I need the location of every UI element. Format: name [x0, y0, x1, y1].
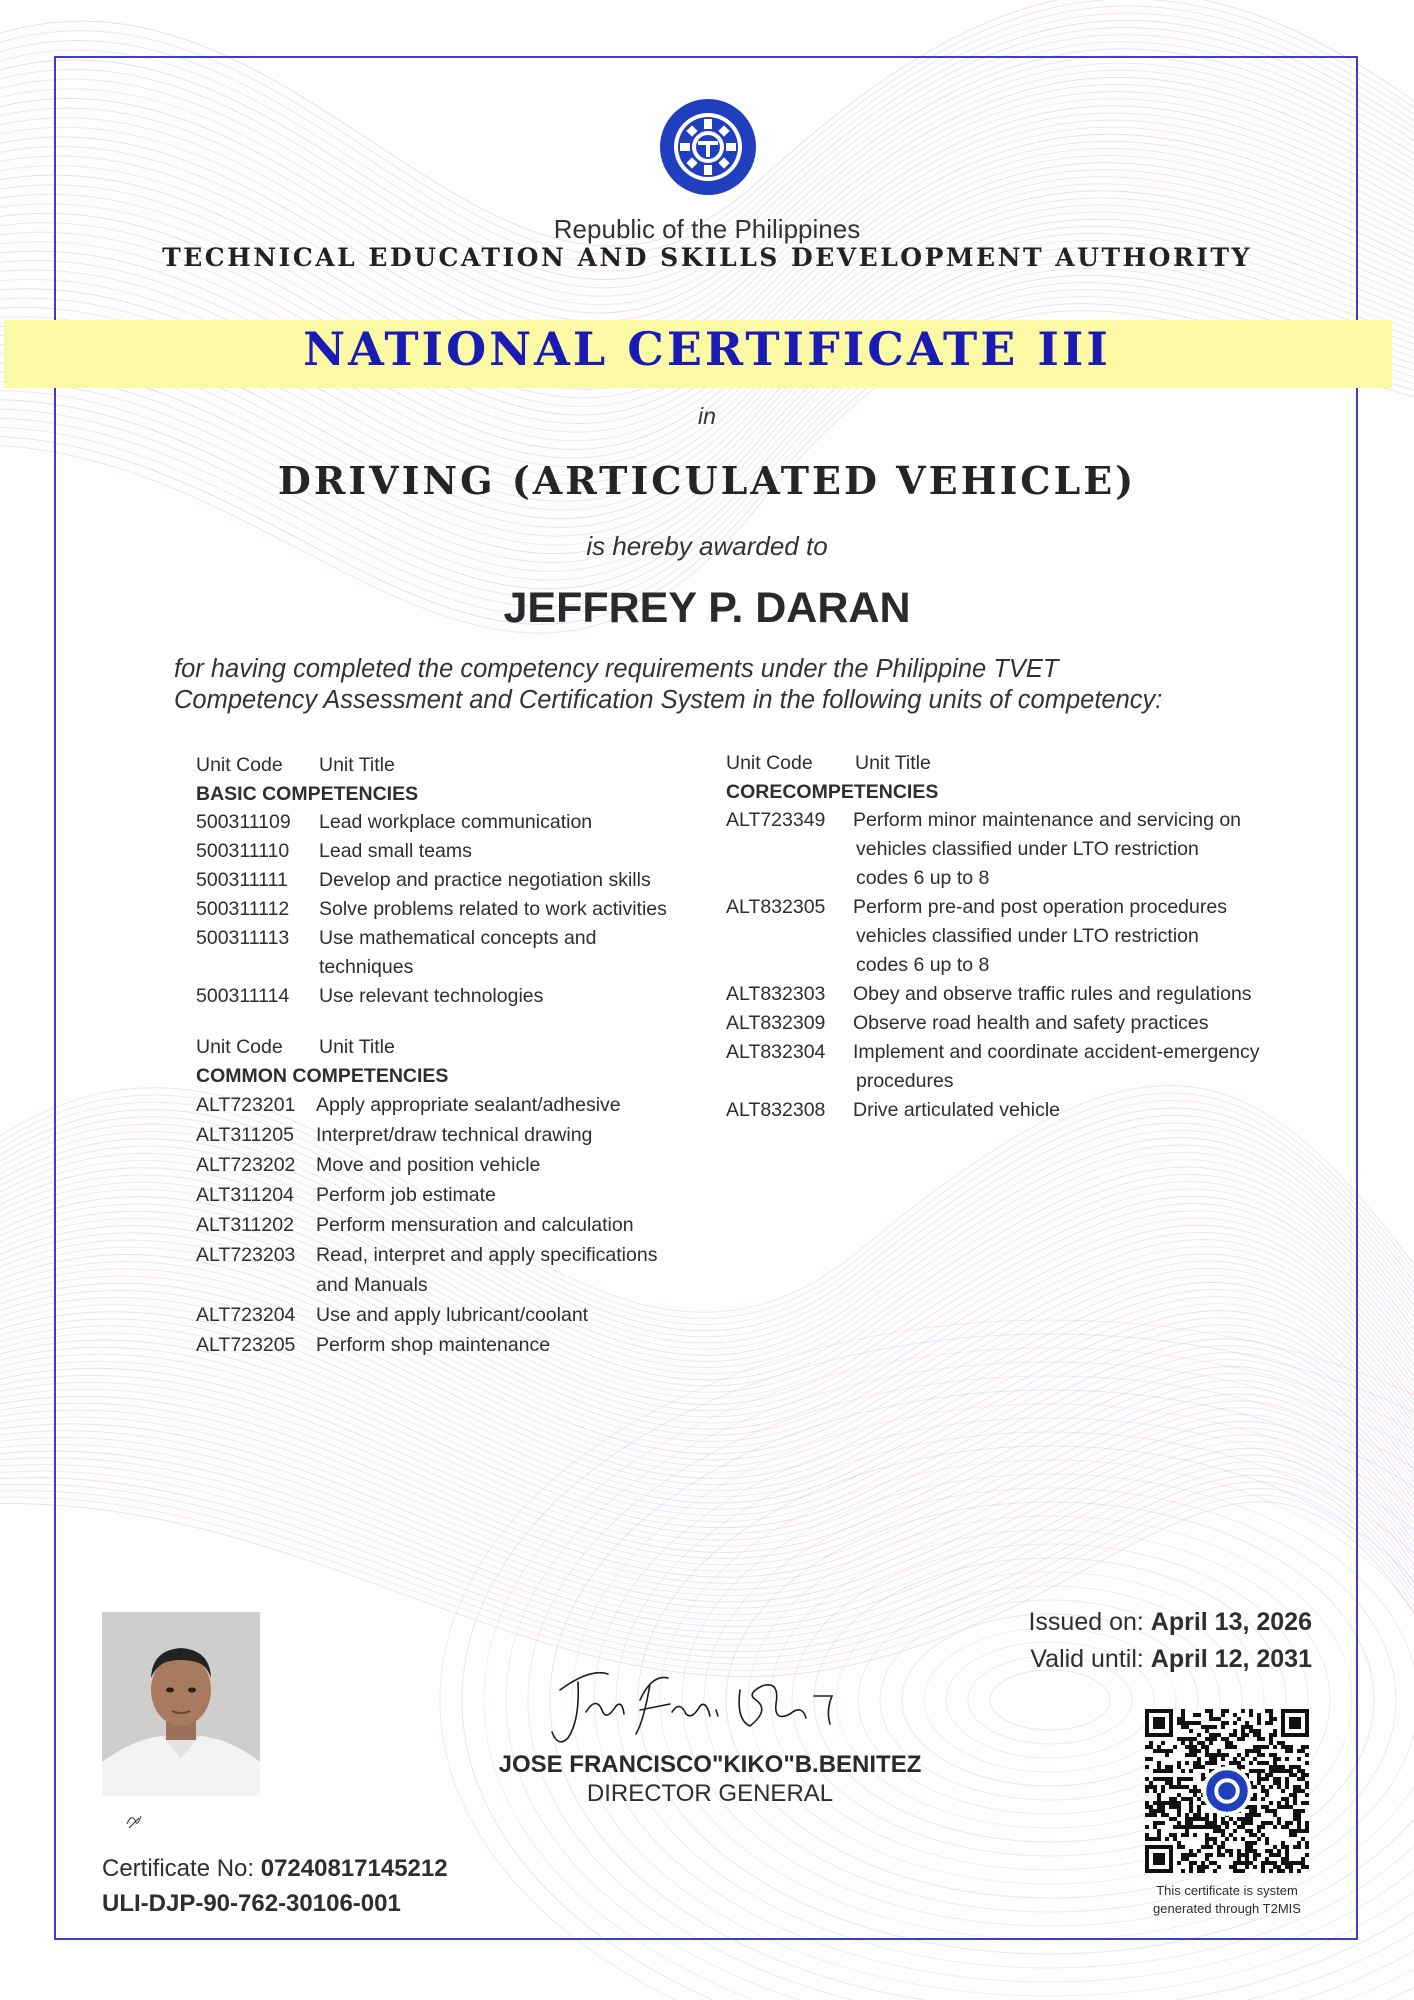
unit-title: Interpret/draw technical drawing	[316, 1124, 593, 1146]
unit-title-header: Unit Title	[319, 754, 395, 776]
unit-title: Develop and practice negotiation skills	[319, 869, 651, 891]
qr-note-line: This certificate is system	[1156, 1883, 1298, 1898]
unit-code: 500311113	[196, 927, 290, 949]
awarded-phrase: is hereby awarded to	[586, 531, 828, 561]
tesda-seal-icon	[658, 97, 758, 197]
unit-code: 500311114	[196, 985, 290, 1007]
unit-row	[196, 1240, 716, 1300]
unit-code-header: Unit Code	[196, 754, 283, 776]
unit-row	[196, 1300, 716, 1330]
unit-code: ALT832309	[726, 1012, 826, 1034]
unit-title-line: Perform minor maintenance and servicing on	[853, 809, 1242, 831]
unit-code: ALT723201	[196, 1094, 296, 1116]
unit-title-line: vehicles classified under LTO restriction	[856, 925, 1199, 947]
unit-title-line: techniques	[319, 956, 414, 978]
unit-title-header: Unit Title	[319, 1036, 395, 1058]
column-header	[196, 751, 716, 780]
certificate-number	[102, 1855, 448, 1883]
unit-code: 500311109	[196, 811, 291, 833]
unit-title: Use relevant technologies	[319, 985, 544, 1007]
certificate-level: NATIONAL CERTIFICATE III	[303, 322, 1111, 376]
unit-row	[196, 837, 716, 866]
unit-code: ALT832304	[726, 1041, 826, 1063]
issued-on	[930, 1604, 1312, 1641]
unit-row	[196, 982, 716, 1011]
unit-title	[319, 924, 716, 982]
core-competencies-list	[726, 749, 1316, 1125]
column-header	[726, 749, 1316, 778]
unit-code: ALT832303	[726, 983, 826, 1005]
unit-code: ALT832305	[726, 896, 826, 918]
unit-title: Drive articulated vehicle	[853, 1099, 1061, 1121]
unit-title-line: Implement and coordinate accident-emergency	[853, 1041, 1260, 1063]
unit-title: Apply appropriate sealant/adhesive	[316, 1094, 621, 1116]
unit-code: ALT723349	[726, 809, 826, 831]
column-header	[196, 1033, 716, 1062]
certificate-number-label: Certificate No:	[102, 1855, 261, 1882]
unit-title: Obey and observe traffic rules and regulations	[853, 983, 1252, 1005]
unit-code-header: Unit Code	[196, 1036, 283, 1058]
unit-row	[726, 1038, 1316, 1096]
unit-title-header: Unit Title	[855, 752, 931, 774]
unit-title: Lead small teams	[319, 840, 472, 862]
unit-row	[196, 1120, 716, 1150]
unit-title: Use and apply lubricant/coolant	[316, 1304, 589, 1326]
valid-date: April 12, 2031	[1150, 1645, 1312, 1673]
unit-title: Lead workplace communication	[319, 811, 593, 833]
statement-line: for having completed the competency requirements under the Philippine TVET	[174, 655, 1059, 683]
issued-date: April 13, 2026	[1150, 1608, 1312, 1636]
unit-row	[196, 1090, 716, 1120]
valid-label: Valid until:	[1030, 1645, 1151, 1673]
section-heading: BASIC COMPETENCIES	[196, 782, 419, 805]
unit-title: Solve problems related to work activities	[319, 898, 667, 920]
unit-title-line: Perform pre-and post operation procedures	[853, 896, 1227, 918]
unit-title-line: Use mathematical concepts and	[319, 927, 597, 949]
unit-row	[196, 808, 716, 837]
unit-title-line: Read, interpret and apply specifications	[316, 1244, 658, 1266]
unit-row	[196, 895, 716, 924]
director-name: JOSE FRANCISCO"KIKO"B.BENITEZ	[498, 1751, 922, 1778]
unit-code: 500311111	[196, 869, 288, 891]
unit-title: Perform shop maintenance	[316, 1334, 551, 1356]
unit-code: ALT311202	[196, 1214, 294, 1236]
unit-row	[726, 1009, 1316, 1038]
unit-title	[853, 806, 1316, 893]
issued-label: Issued on:	[1028, 1608, 1151, 1636]
recipient-signature	[123, 1810, 145, 1832]
unit-code: ALT723204	[196, 1304, 296, 1326]
issue-dates	[930, 1604, 1312, 1678]
unit-code-header: Unit Code	[726, 752, 813, 774]
unit-code: ALT723202	[196, 1154, 296, 1176]
unit-code: ALT723205	[196, 1334, 296, 1356]
unit-code: ALT311205	[196, 1124, 294, 1146]
unit-title	[316, 1240, 716, 1300]
unit-row	[196, 1150, 716, 1180]
common-competencies-list	[196, 1033, 716, 1360]
unit-row	[196, 1210, 716, 1240]
unit-title: Observe road health and safety practices	[853, 1012, 1209, 1034]
unit-row	[196, 1330, 716, 1360]
recipient-photo	[102, 1612, 260, 1796]
unit-title: Perform job estimate	[316, 1184, 496, 1206]
unit-code: ALT723203	[196, 1244, 296, 1266]
unit-code: 500311112	[196, 898, 290, 920]
competency-statement	[174, 654, 1294, 716]
unit-title: Move and position vehicle	[316, 1154, 541, 1176]
republic-line: Republic of the Philippines	[553, 214, 861, 244]
section-heading: COMMON COMPETENCIES	[196, 1064, 449, 1087]
director-title: DIRECTOR GENERAL	[586, 1780, 834, 1807]
recipient-name: JEFFREY P. DARAN	[503, 584, 911, 632]
section-heading: CORECOMPETENCIES	[726, 780, 939, 803]
unit-row	[726, 1096, 1316, 1125]
director-signature	[540, 1660, 860, 1750]
basic-competencies-list	[196, 751, 716, 1011]
unit-title-line: procedures	[856, 1070, 954, 1092]
uli-number: ULI-DJP-90-762-30106-001	[102, 1890, 401, 1917]
authority-name: TECHNICAL EDUCATION AND SKILLS DEVELOPMENT AUTHORITY	[162, 243, 1252, 272]
unit-title-line: codes 6 up to 8	[856, 867, 990, 889]
unit-row	[726, 893, 1316, 980]
unit-row	[196, 1180, 716, 1210]
unit-title: Perform mensuration and calculation	[316, 1214, 634, 1236]
unit-code: ALT311204	[196, 1184, 294, 1206]
qr-note-line: generated through T2MIS	[1153, 1901, 1301, 1916]
unit-row	[196, 866, 716, 895]
unit-title-line: and Manuals	[316, 1274, 428, 1296]
unit-row	[726, 980, 1316, 1009]
qr-code-icon[interactable]	[1145, 1709, 1309, 1873]
certificate-number-value: 07240817145212	[260, 1855, 448, 1882]
valid-until	[930, 1641, 1312, 1678]
in-word: in	[698, 403, 716, 429]
unit-title-line: codes 6 up to 8	[856, 954, 990, 976]
unit-code: ALT832308	[726, 1099, 826, 1121]
unit-title-line: vehicles classified under LTO restriction	[856, 838, 1199, 860]
qr-note	[1120, 1882, 1334, 1918]
unit-title	[853, 1038, 1316, 1096]
unit-row	[726, 806, 1316, 893]
unit-code: 500311110	[196, 840, 290, 862]
unit-row	[196, 924, 716, 982]
qualification-title: DRIVING (ARTICULATED VEHICLE)	[277, 458, 1137, 503]
unit-title	[853, 893, 1316, 980]
statement-line: Competency Assessment and Certification System in the following units of competency:	[174, 686, 1163, 714]
